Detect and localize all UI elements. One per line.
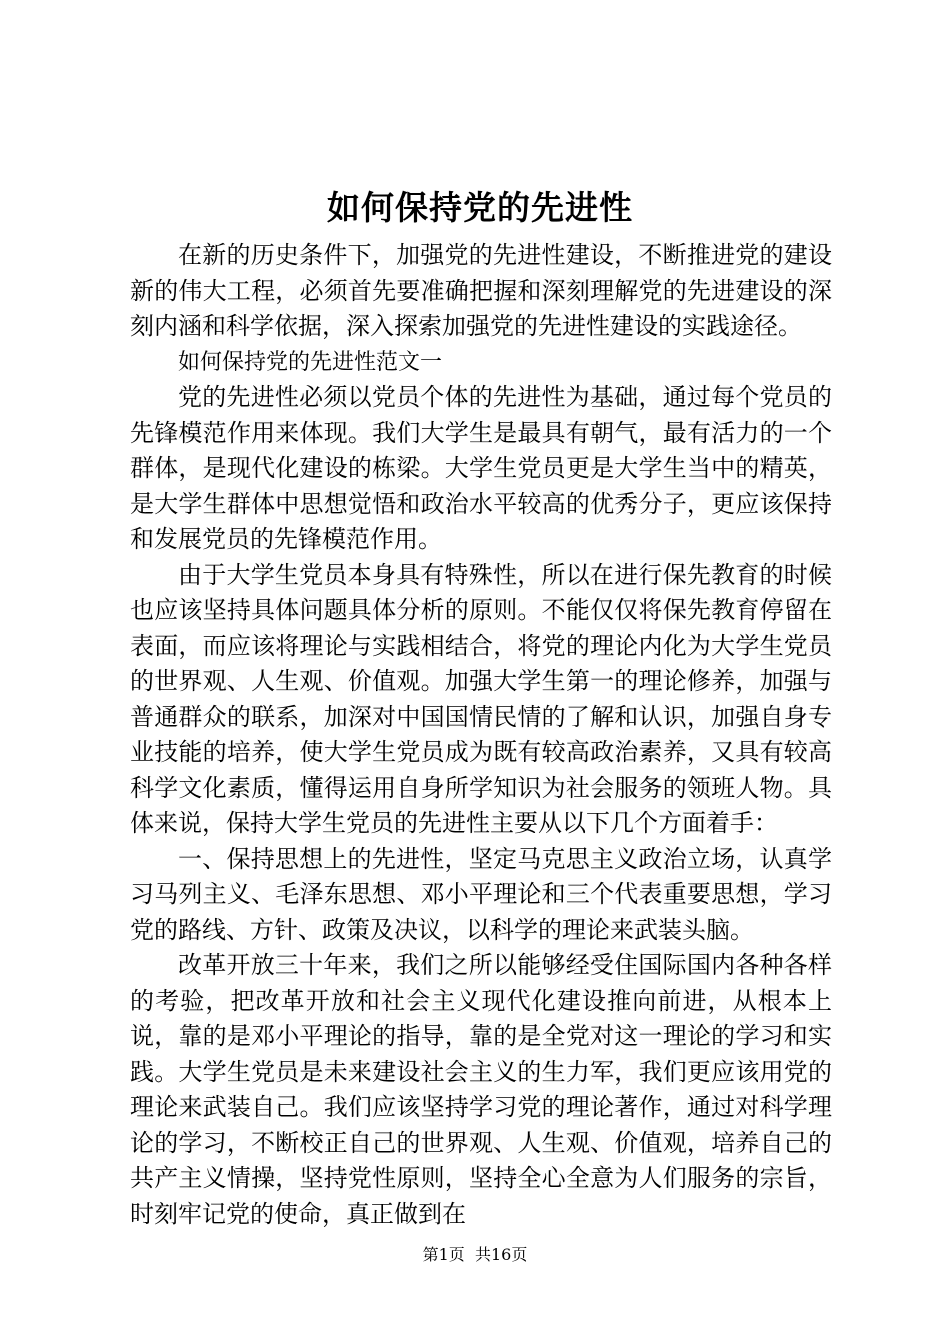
paragraph-subheading: 如何保持党的先进性范文一 <box>178 349 443 375</box>
paragraph-intro: 在新的历史条件下，加强党的先进性建设，不断推进党的建设新的伟大工程，必须首先要准确把握和深刻理解党的先进建设的深刻内涵和科学依据，深入探索加强党的先进性建设的实践途径。 <box>130 241 832 340</box>
paragraph-point-one: 一、保持思想上的先进性，坚定马克思主义政治立场，认真学习马列主义、毛泽东思想、邓小平理论和三个代表重要思想，学习党的路线、方针、政策及决议，以科学的理论来武装头脑。 <box>130 844 832 944</box>
footer-separator <box>465 1245 475 1264</box>
paragraph-reform-opening: 改革开放三十年来，我们之所以能够经受住国际国内各种各样的考验，把改革开放和社会主义现代化建设推向前进，从根本上说，靠的是邓小平理论的指导，靠的是全党对这一理论的学习和实践。大学生党员是未来建设社会主义的生力军，我们更应该用党的理论来武装自己。我们应该坚持学习党的理论著作，通过对科学理论的学习，不断校正自己的世界观、人生观、价值观，培养自己的共产主义情操，坚持党性原则，坚持全心全意为人们服务的宗旨，时刻牢记党的使命，真正做到在 <box>130 951 832 1228</box>
paragraph-vanguard-basis: 党的先进性必须以党员个体的先进性为基础，通过每个党员的先锋模范作用来体现。我们大学生是最具有朝气，最有活力的一个群体，是现代化建设的栋梁。大学生党员更是大学生当中的精英，是大学生群体中思想觉悟和政治水平较高的优秀分子，更应该保持和发展党员的先锋模范作用。 <box>130 383 832 553</box>
document-title: 如何保持党的先进性 <box>327 188 633 227</box>
paragraph-student-members: 由于大学生党员本身具有特殊性，所以在进行保先教育的时候也应该坚持具体问题具体分析的原则。不能仅仅将保先教育停留在表面，而应该将理论与实践相结合，将党的理论内化为大学生党员的世界观、人生观、价值观。加强大学生第一的理论修养，加强与普通群众的联系，加深对中国国情民情的了解和认识，加强自身专业技能的培养，使大学生党员成为既有较高政治素养，又具有较高科学文化素质，懂得运用自身所学知识为社会服务的领班人物。具体来说，保持大学生党员的先进性主要从以下几个方面着手： <box>130 560 832 837</box>
page-footer <box>0 1244 950 1266</box>
page-number: 第1页 <box>422 1245 465 1264</box>
document-body <box>130 238 832 1232</box>
page-total: 共16页 <box>474 1245 528 1264</box>
